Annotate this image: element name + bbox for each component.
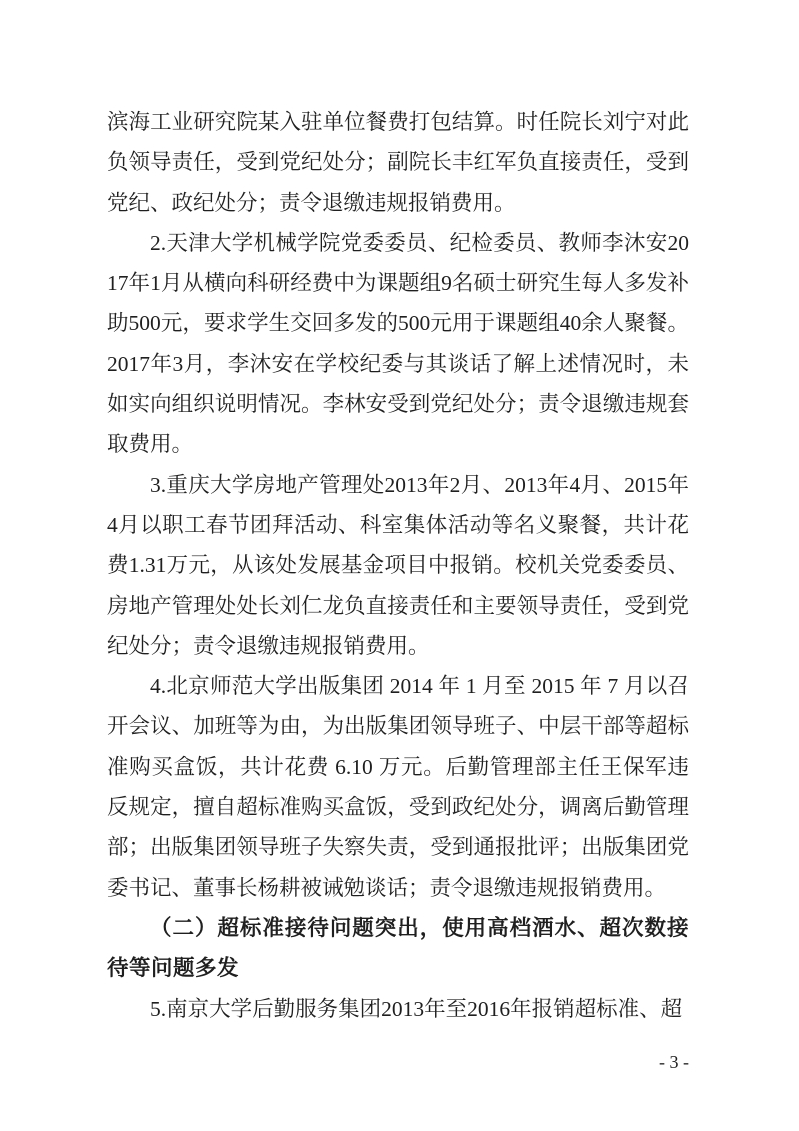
paragraph-item-5: 5.南京大学后勤服务集团2013年至2016年报销超标准、超	[150, 996, 683, 1021]
paragraph-item-4: 4.北京师范大学出版集团 2014 年 1 月至 2015 年 7 月以召开会议、加班等为由，为出版集团领导班子、中层干部等超标准购买盒饭，共计花费 6.10 万元。后勤管理部主任王保军违反规定，擅自超标准购买盒饭，受到政纪处分，调离后勤管理部；出版集团领导班子失察失责，受到通报批评；出版集团党委书记、董事长杨耕被诫勉谈话；责令退缴违规报销费用。	[107, 674, 689, 900]
paragraph-item-3: 3.重庆大学房地产管理处2013年2月、2013年4月、2015年4月以职工春节团拜活动、科室集体活动等名义聚餐，共计花费1.31万元，从该处发展基金项目中报销。校机关党委委员、房地产管理处处长刘仁龙负直接责任和主要领导责任，受到党纪处分；责令退缴违规报销费用。	[107, 472, 689, 658]
document-body	[107, 102, 689, 1029]
section-heading: （二）超标准接待问题突出，使用高档酒水、超次数接待等问题多发	[107, 915, 689, 981]
page-number: - 3 -	[659, 1052, 689, 1072]
paragraph-item-2: 2.天津大学机械学院党委委员、纪检委员、教师李沐安2017年1月从横向科研经费中为课题组9名硕士研究生每人多发补助500元，要求学生交回多发的500元用于课题组40余人聚餐。2017年3月，李沐安在学校纪委与其谈话了解上述情况时，未如实向组织说明情况。李林安受到党纪处分；责令退缴违规套取费用。	[107, 230, 689, 457]
paragraph-continuation: 滨海工业研究院某入驻单位餐费打包结算。时任院长刘宁对此负领导责任，受到党纪处分；副院长丰红军负直接责任，受到党纪、政纪处分；责令退缴违规报销费用。	[107, 110, 689, 215]
